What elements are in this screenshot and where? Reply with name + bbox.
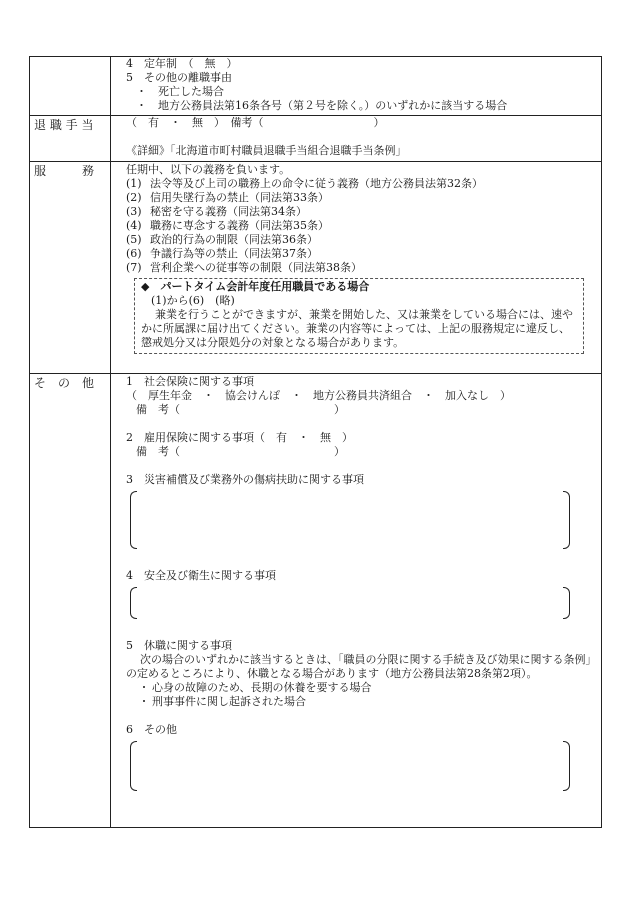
label-empty — [30, 57, 111, 116]
retirement-content — [111, 57, 602, 116]
s4-bracket-field — [130, 587, 570, 619]
duty-item: (4) 職務に専念する義務（同法第35条） — [126, 219, 329, 232]
s3-title: 3 災害補償及び業務外の傷病扶助に関する事項 — [126, 473, 364, 486]
severance-options: （ 有 ・ 無 ） 備考（ ） — [126, 116, 385, 129]
s1-note: 備 考（ ） — [136, 403, 345, 416]
row-duties — [30, 162, 602, 374]
note-sub: (1)から(6) (略) — [151, 294, 235, 307]
s6-title: 6 その他 — [126, 723, 177, 736]
row-other — [30, 374, 602, 828]
severance-detail: 《詳細》「北海道市町村職員退職手当組合退職手当条例」 — [126, 144, 407, 157]
label-duties: 服 務 — [30, 162, 111, 374]
duty-item: (5) 政治的行為の制限（同法第36条） — [126, 233, 318, 246]
row-retirement-continued — [30, 57, 602, 116]
duty-item: (1) 法令等及び上司の職務上の命令に従う義務（地方公務員法第32条） — [126, 177, 483, 190]
duties-intro: 任期中、以下の義務を負います。 — [126, 163, 291, 176]
separation-death: ・ 死亡した場合 — [136, 85, 224, 98]
conditions-table — [29, 56, 602, 828]
s1-options: （ 厚生年金 ・ 協会けんぽ ・ 地方公務員共済組合 ・ 加入なし ） — [126, 389, 511, 402]
s2-note: 備 考（ ） — [136, 445, 345, 458]
duties-content — [111, 162, 602, 374]
retirement-age-line: 4 定年制 （ 無 ） — [126, 57, 238, 70]
s5-bullet: ・ 刑事事件に関し起訴された場合 — [138, 695, 306, 708]
s6-bracket-field — [130, 741, 570, 791]
duty-item: (6) 争議行為等の禁止（同法第37条） — [126, 247, 318, 260]
separation-law16: ・ 地方公務員法第16条各号（第２号を除く。）のいずれかに該当する場合 — [136, 99, 508, 112]
s4-title: 4 安全及び衛生に関する事項 — [126, 569, 276, 582]
other-content — [111, 374, 602, 828]
duty-item: (3) 秘密を守る義務（同法第34条） — [126, 205, 307, 218]
s5-body: 次の場合のいずれかに該当するときは、「職員の分限に関する手続き及び効果に関する条例」の定めるところにより、休職となる場合があります（地方公務員法第28条第2項）。 — [126, 653, 591, 680]
severance-content — [111, 116, 602, 162]
duties-list — [116, 177, 597, 275]
other-separation-title: 5 その他の離職事由 — [126, 71, 232, 84]
s1-title: 1 社会保険に関する事項 — [126, 375, 254, 388]
note-title: ◆ パートタイム会計年度任用職員である場合 — [141, 280, 370, 293]
s5-bullet: ・ 心身の故障のため、長期の休養を要する場合 — [138, 681, 372, 694]
note-body: 兼業を行うことができますが、兼業を開始した、又は兼業をしている場合には、速やかに所属課に届け出てください。兼業の内容等によっては、上記の服務規定に違反し、懲戒処分又は分限処分の対象となる場合があります。 — [141, 308, 573, 349]
s3-bracket-field — [130, 491, 570, 549]
s2-title: 2 雇用保険に関する事項（ 有 ・ 無 ） — [126, 431, 353, 444]
duty-item: (2) 信用失墜行為の禁止（同法第33条） — [126, 191, 329, 204]
part-time-note-box — [134, 278, 584, 354]
s5-title: 5 休職に関する事項 — [126, 639, 232, 652]
duty-item: (7) 営利企業への従事等の制限（同法第38条） — [126, 261, 362, 274]
row-severance — [30, 116, 602, 162]
label-severance: 退 職 手 当 — [30, 116, 111, 162]
label-other: そ の 他 — [30, 374, 111, 828]
